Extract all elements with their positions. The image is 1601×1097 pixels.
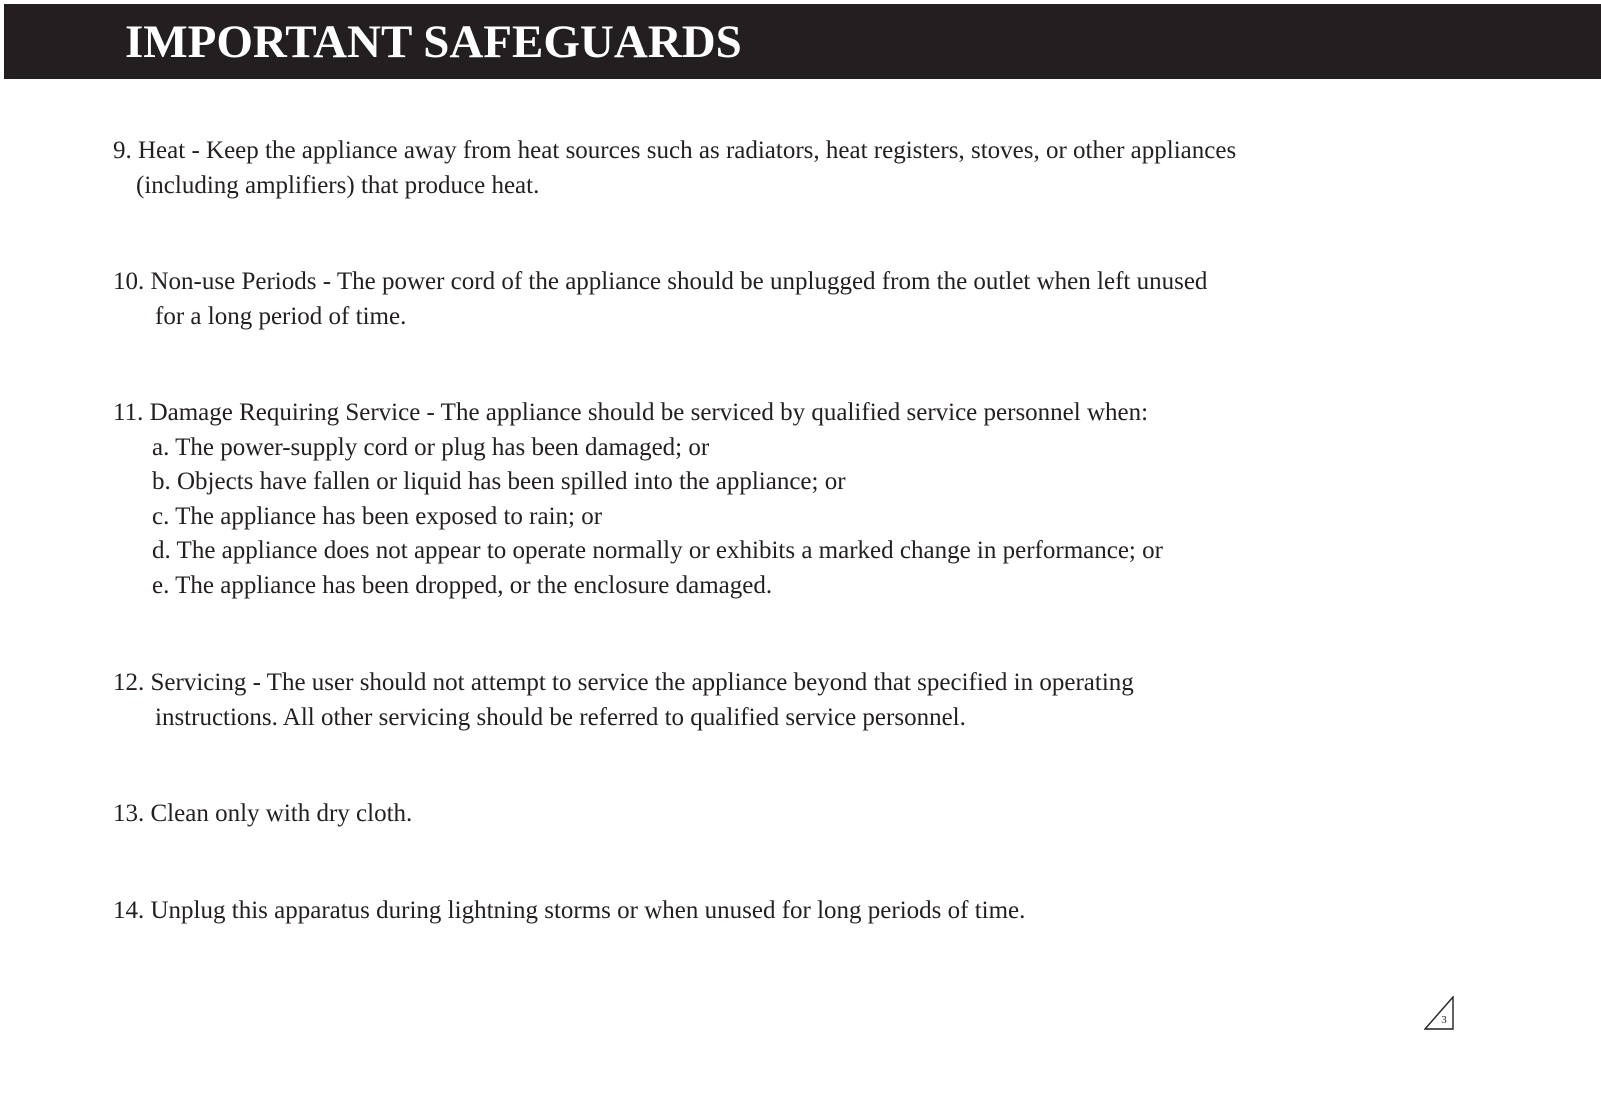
header-bar	[4, 4, 1601, 79]
safeguard-item-servicing-line-1: 12. Servicing - The user should not attempt to service the appliance beyond that specified in operating	[113, 669, 1134, 696]
safeguard-item-non-use-line-1: 10. Non-use Periods - The power cord of the appliance should be unplugged from the outlet when left unused	[113, 268, 1208, 295]
safeguard-item-damage-intro: 11. Damage Requiring Service - The appliance should be serviced by qualified service personnel when:	[113, 399, 1149, 426]
safeguard-item-unplug-line-1: 14. Unplug this apparatus during lightning storms or when unused for long periods of time.	[113, 896, 1026, 924]
safeguard-item-unplug	[113, 894, 1413, 929]
damage-condition-c: c. The appliance has been exposed to rain; or	[152, 502, 603, 530]
safeguard-item-clean	[113, 797, 1413, 832]
damage-condition-a: a. The power-supply cord or plug has been damaged; or	[152, 433, 710, 461]
safeguard-item-heat	[113, 134, 1413, 203]
safeguard-item-servicing-line-2: instructions. All other servicing should be referred to qualified service personnel.	[155, 703, 966, 731]
damage-conditions-list	[113, 431, 1413, 604]
safeguard-item-heat-line-2: (including amplifiers) that produce heat.	[136, 171, 540, 199]
safeguard-item-non-use-line-2: for a long period of time.	[155, 302, 407, 330]
damage-condition-e: e. The appliance has been dropped, or the enclosure damaged.	[152, 571, 773, 599]
page-title: IMPORTANT SAFEGUARDS	[125, 16, 742, 68]
safeguard-item-heat-line-1: 9. Heat - Keep the appliance away from heat sources such as radiators, heat registers, stoves, or other appliances	[113, 137, 1237, 164]
safeguard-item-non-use	[113, 265, 1413, 334]
safeguards-list	[113, 134, 1413, 928]
page-number: 3	[1441, 1014, 1447, 1026]
safeguard-item-damage	[113, 396, 1413, 603]
damage-condition-b: b. Objects have fallen or liquid has been spilled into the appliance; or	[152, 468, 846, 495]
safeguard-item-servicing	[113, 666, 1413, 735]
safeguard-item-clean-line-1: 13. Clean only with dry cloth.	[113, 800, 413, 827]
damage-condition-d: d. The appliance does not appear to operate normally or exhibits a marked change in performance; or	[152, 537, 1163, 564]
